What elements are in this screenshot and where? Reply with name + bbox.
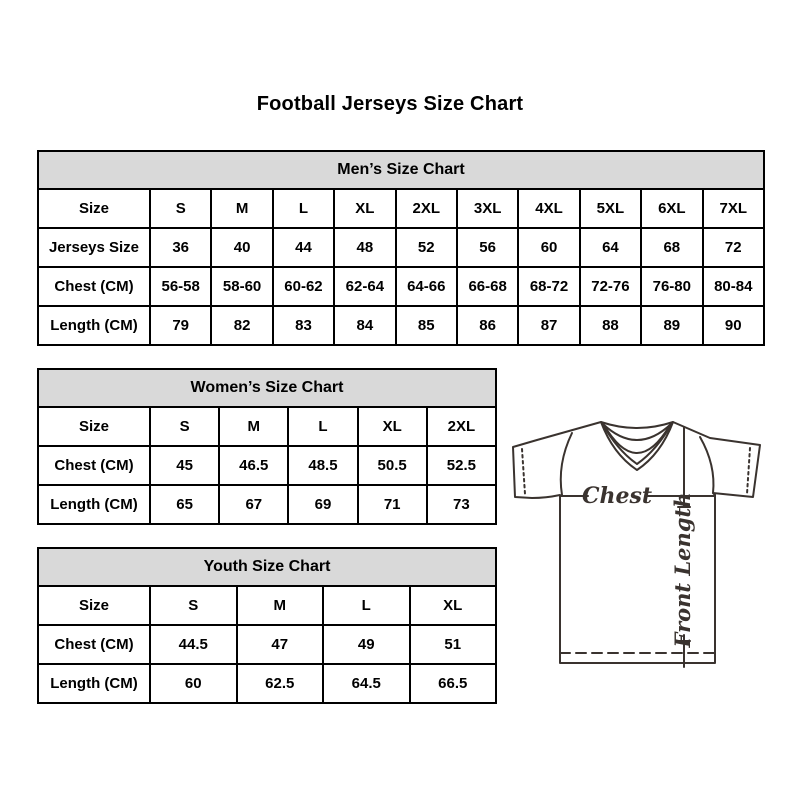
table-row xyxy=(38,485,496,524)
table-title-row xyxy=(38,548,496,586)
youth-size-table xyxy=(37,547,497,704)
data-cell: 66.5 xyxy=(410,664,497,703)
table-row xyxy=(38,446,496,485)
data-cell: 56 xyxy=(457,228,518,267)
data-cell: 47 xyxy=(237,625,324,664)
data-cell: 5XL xyxy=(580,189,641,228)
data-cell: 73 xyxy=(427,485,496,524)
data-cell: L xyxy=(323,586,410,625)
data-cell: 46.5 xyxy=(219,446,288,485)
page-title: Football Jerseys Size Chart xyxy=(256,93,524,115)
data-cell: 84 xyxy=(334,306,395,345)
data-cell: 64 xyxy=(580,228,641,267)
row-header-cell: Length (CM) xyxy=(38,664,150,703)
data-cell: 44 xyxy=(273,228,334,267)
data-cell: M xyxy=(211,189,272,228)
data-cell: 83 xyxy=(273,306,334,345)
data-cell: 67 xyxy=(219,485,288,524)
data-cell: 89 xyxy=(641,306,702,345)
youth-table-title: Youth Size Chart xyxy=(38,548,496,586)
data-cell: 68-72 xyxy=(518,267,579,306)
jersey-outline xyxy=(513,422,760,663)
data-cell: 85 xyxy=(396,306,457,345)
data-cell: 52 xyxy=(396,228,457,267)
table-row xyxy=(38,625,496,664)
table-row xyxy=(38,267,764,306)
jersey-measurement-diagram xyxy=(500,400,780,680)
data-cell: 40 xyxy=(211,228,272,267)
row-header-cell: Chest (CM) xyxy=(38,446,150,485)
data-cell: 45 xyxy=(150,446,219,485)
data-cell: 50.5 xyxy=(358,446,427,485)
data-cell: 52.5 xyxy=(427,446,496,485)
chest-label: Chest xyxy=(581,483,653,509)
row-header-cell: Length (CM) xyxy=(38,306,150,345)
row-header-cell: Size xyxy=(38,407,150,446)
data-cell: 49 xyxy=(323,625,410,664)
front-length-label: Front Length xyxy=(670,492,695,648)
data-cell: 66-68 xyxy=(457,267,518,306)
table-row xyxy=(38,664,496,703)
data-cell: L xyxy=(273,189,334,228)
data-cell: 79 xyxy=(150,306,211,345)
data-cell: 56-58 xyxy=(150,267,211,306)
data-cell: 90 xyxy=(703,306,764,345)
data-cell: 2XL xyxy=(427,407,496,446)
data-cell: 87 xyxy=(518,306,579,345)
table-row xyxy=(38,306,764,345)
data-cell: 72-76 xyxy=(580,267,641,306)
data-cell: 44.5 xyxy=(150,625,237,664)
data-cell: 36 xyxy=(150,228,211,267)
row-header-cell: Length (CM) xyxy=(38,485,150,524)
data-cell: 7XL xyxy=(703,189,764,228)
data-cell: 65 xyxy=(150,485,219,524)
data-cell: S xyxy=(150,586,237,625)
data-cell: 86 xyxy=(457,306,518,345)
data-cell: 82 xyxy=(211,306,272,345)
data-cell: 60-62 xyxy=(273,267,334,306)
data-cell: 2XL xyxy=(396,189,457,228)
data-cell: 68 xyxy=(641,228,702,267)
data-cell: 60 xyxy=(150,664,237,703)
data-cell: 72 xyxy=(703,228,764,267)
womens-size-table xyxy=(37,368,497,525)
v-neck-collar xyxy=(601,422,673,470)
data-cell: 80-84 xyxy=(703,267,764,306)
data-cell: XL xyxy=(358,407,427,446)
row-header-cell: Size xyxy=(38,586,150,625)
data-cell: XL xyxy=(334,189,395,228)
data-cell: 62-64 xyxy=(334,267,395,306)
row-header-cell: Size xyxy=(38,189,150,228)
data-cell: 51 xyxy=(410,625,497,664)
data-cell: 6XL xyxy=(641,189,702,228)
left-armhole-seam xyxy=(561,433,572,495)
data-cell: 64-66 xyxy=(396,267,457,306)
row-header-cell: Chest (CM) xyxy=(38,625,150,664)
data-cell: 60 xyxy=(518,228,579,267)
mens-size-table xyxy=(37,150,765,346)
data-cell: 76-80 xyxy=(641,267,702,306)
data-cell: 4XL xyxy=(518,189,579,228)
data-cell: 48.5 xyxy=(288,446,357,485)
row-header-cell: Chest (CM) xyxy=(38,267,150,306)
data-cell: 71 xyxy=(358,485,427,524)
data-cell: 88 xyxy=(580,306,641,345)
data-cell: S xyxy=(150,407,219,446)
row-header-cell: Jerseys Size xyxy=(38,228,150,267)
womens-table-title: Women’s Size Chart xyxy=(38,369,496,407)
right-armhole-seam xyxy=(700,437,713,493)
data-cell: M xyxy=(237,586,324,625)
data-cell: 64.5 xyxy=(323,664,410,703)
table-row xyxy=(38,407,496,446)
data-cell: 3XL xyxy=(457,189,518,228)
table-row xyxy=(38,228,764,267)
data-cell: XL xyxy=(410,586,497,625)
table-title-row xyxy=(38,369,496,407)
data-cell: 48 xyxy=(334,228,395,267)
data-cell: 62.5 xyxy=(237,664,324,703)
data-cell: S xyxy=(150,189,211,228)
data-cell: 69 xyxy=(288,485,357,524)
data-cell: L xyxy=(288,407,357,446)
mens-table-title: Men’s Size Chart xyxy=(38,151,764,189)
data-cell: 58-60 xyxy=(211,267,272,306)
table-row xyxy=(38,189,764,228)
data-cell: M xyxy=(219,407,288,446)
table-row xyxy=(38,586,496,625)
table-title-row xyxy=(38,151,764,189)
